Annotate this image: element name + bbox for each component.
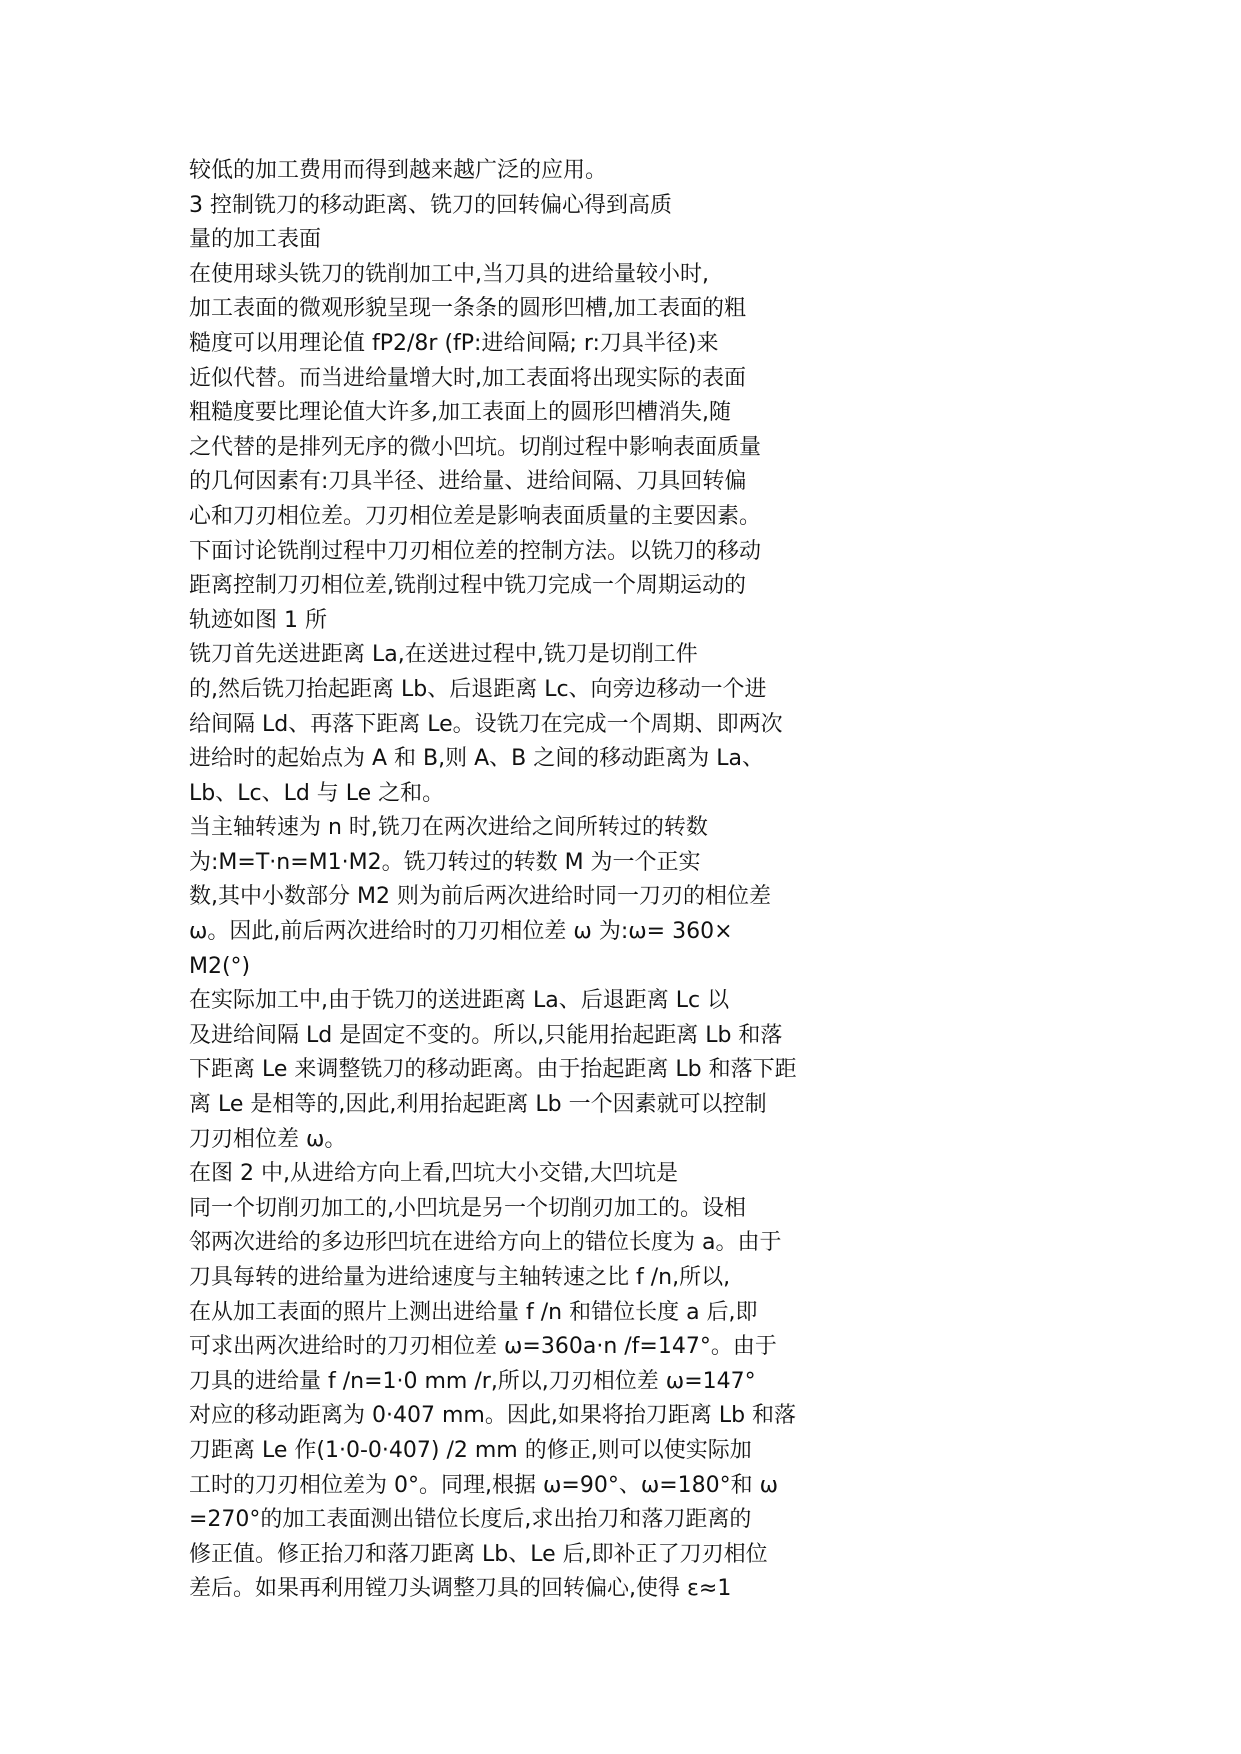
text-line: 的,然后铣刀抬起距离 Lb、后退距离 Lc、向旁边移动一个进 xyxy=(189,676,767,702)
text-line: 给间隔 Ld、再落下距离 Le。设铣刀在完成一个周期、即两次 xyxy=(189,711,783,737)
text-line: 下距离 Le 来调整铣刀的移动距离。由于抬起距离 Lb 和落下距 xyxy=(189,1057,797,1083)
text-line: 的几何因素有:刀具半径、进给量、进给间隔、刀具回转偏 xyxy=(189,469,747,495)
text-line: 工时的刀刃相位差为 0°。同理,根据 ω=90°、ω=180°和 ω xyxy=(189,1472,779,1498)
text-line: 铣刀首先送进距离 La,在送进过程中,铣刀是切削工件 xyxy=(189,642,698,668)
text-line: 轨迹如图 1 所 xyxy=(189,607,327,633)
text-line: =270°的加工表面测出错位长度后,求出抬刀和落刀距离的 xyxy=(189,1507,752,1533)
text-line: 近似代替。而当进给量增大时,加工表面将出现实际的表面 xyxy=(189,365,746,391)
text-line: 差后。如果再利用镗刀头调整刀具的回转偏心,使得 ε≈1 xyxy=(189,1576,732,1602)
text-line: 同一个切削刃加工的,小凹坑是另一个切削刃加工的。设相 xyxy=(189,1195,746,1221)
text-line: 较低的加工费用而得到越来越广泛的应用。 xyxy=(189,158,608,183)
text-line: 修正值。修正抬刀和落刀距离 Lb、Le 后,即补正了刀刃相位 xyxy=(189,1541,768,1567)
text-line: 刀刃相位差 ω。 xyxy=(189,1126,347,1152)
text-line: 粗糙度要比理论值大许多,加工表面上的圆形凹槽消失,随 xyxy=(189,400,731,426)
text-line: 数,其中小数部分 M2 则为前后两次进给时同一刀刃的相位差 xyxy=(189,884,771,910)
text-line: ω。因此,前后两次进给时的刀刃相位差 ω 为:ω= 360× xyxy=(189,919,733,945)
text-line: 距离控制刀刃相位差,铣削过程中铣刀完成一个周期运动的 xyxy=(189,573,746,599)
text-line: 之代替的是排列无序的微小凹坑。切削过程中影响表面质量 xyxy=(189,434,762,460)
text-line: 刀具每转的进给量为进给速度与主轴转速之比 f /n,所以, xyxy=(189,1265,731,1290)
text-line: 对应的移动距离为 0·407 mm。因此,如果将抬刀距离 Lb 和落 xyxy=(189,1403,797,1429)
text-line: 可求出两次进给时的刀刃相位差 ω=360a·n /f=147°。由于 xyxy=(189,1334,777,1360)
text-line: 在实际加工中,由于铣刀的送进距离 La、后退距离 Lc 以 xyxy=(189,988,730,1014)
text-line: 在图 2 中,从进给方向上看,凹坑大小交错,大凹坑是 xyxy=(189,1161,678,1187)
text-line: 糙度可以用理论值 fP2/8r (fP:进给间隔; r:刀具半径)来 xyxy=(189,330,719,356)
body-text xyxy=(189,154,909,1607)
text-line: 刀具的进给量 f /n=1·0 mm /r,所以,刀刃相位差 ω=147° xyxy=(189,1368,756,1394)
text-line: 及进给间隔 Ld 是固定不变的。所以,只能用抬起距离 Lb 和落 xyxy=(189,1022,783,1048)
text-line: 刀距离 Le 作(1·0-0·407) /2 mm 的修正,则可以使实际加 xyxy=(189,1437,752,1463)
text-line: 下面讨论铣削过程中刀刃相位差的控制方法。以铣刀的移动 xyxy=(189,538,762,564)
text-line: 在使用球头铣刀的铣削加工中,当刀具的进给量较小时, xyxy=(189,261,709,287)
text-line: 邻两次进给的多边形凹坑在进给方向上的错位长度为 a。由于 xyxy=(189,1230,782,1256)
text-line: 当主轴转速为 n 时,铣刀在两次进给之间所转过的转数 xyxy=(189,815,708,841)
text-line: 心和刀刃相位差。刀刃相位差是影响表面质量的主要因素。 xyxy=(189,503,762,529)
text-line: 离 Le 是相等的,因此,利用抬起距离 Lb 一个因素就可以控制 xyxy=(189,1092,767,1118)
text-line: 加工表面的微观形貌呈现一条条的圆形凹槽,加工表面的粗 xyxy=(189,296,746,322)
text-line: 在从加工表面的照片上测出进给量 f /n 和错位长度 a 后,即 xyxy=(189,1299,758,1325)
text-line: M2(°) xyxy=(189,953,251,979)
text-line: 进给时的起始点为 A 和 B,则 A、B 之间的移动距离为 La、 xyxy=(189,746,764,772)
section-heading-line: 3 控制铣刀的移动距离、铣刀的回转偏心得到高质 xyxy=(189,192,672,218)
section-heading-line: 量的加工表面 xyxy=(189,227,322,253)
text-line: Lb、Lc、Ld 与 Le 之和。 xyxy=(189,780,445,806)
text-line: 为:M=T·n=M1·M2。铣刀转过的转数 M 为一个正实 xyxy=(189,849,701,875)
